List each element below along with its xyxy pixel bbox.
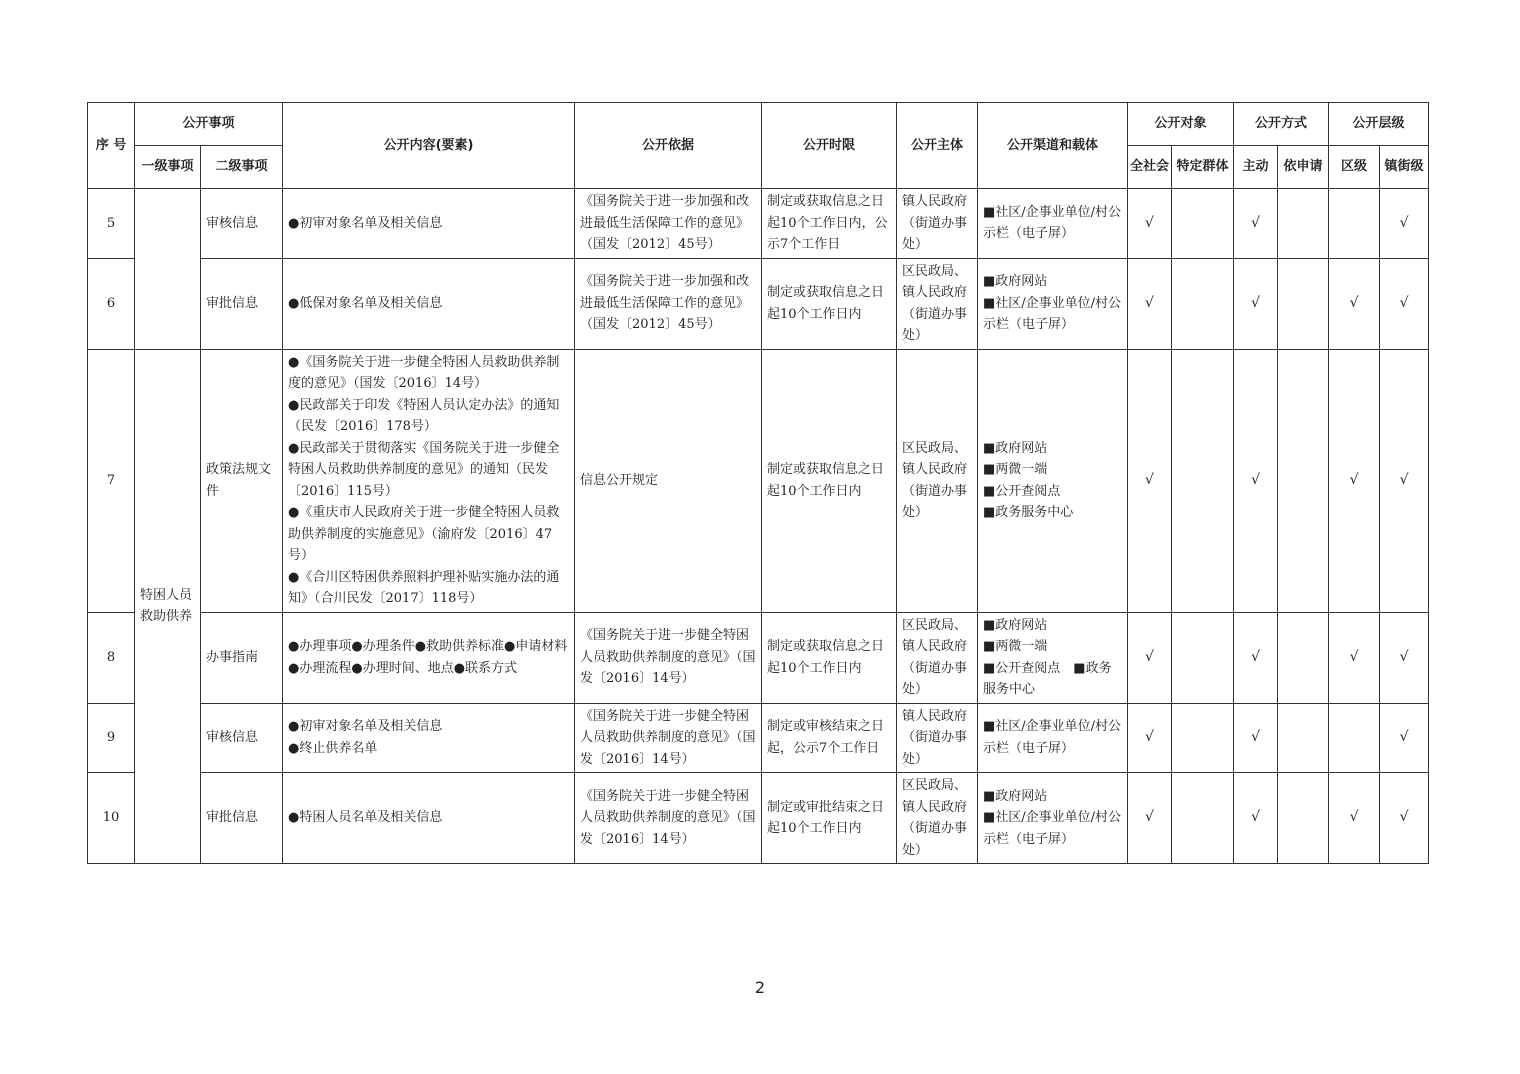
row-seq: 6: [88, 258, 135, 349]
row-basis: 《国务院关于进一步健全特困人员救助供养制度的意见》（国发〔2016〕14号）: [575, 703, 762, 773]
row-aud-specific: [1172, 189, 1234, 259]
row-subject: 区民政局、镇人民政府（街道办事处）: [897, 612, 978, 703]
header-matters: 公开事项: [135, 103, 283, 146]
row-lv-district: √: [1329, 773, 1380, 864]
content-line: ●初审对象名单及相关信息: [288, 215, 443, 231]
row-basis: 《国务院关于进一步加强和改进最低生活保障工作的意见》（国发〔2012〕45号）: [575, 189, 762, 259]
row-subject: 镇人民政府（街道办事处）: [897, 703, 978, 773]
channel-line: ■政府网站: [983, 274, 1048, 290]
row-time-limit: 制定或获取信息之日起10个工作日内: [762, 349, 897, 612]
content-line: ●终止供养名单: [288, 740, 378, 756]
row-channel: [978, 703, 1128, 773]
row-aud-specific: [1172, 773, 1234, 864]
row-m-request: [1278, 703, 1329, 773]
row-lv-district: √: [1329, 612, 1380, 703]
row-m-active: √: [1234, 703, 1278, 773]
channel-line: ■社区/企事业单位/村公示栏（电子屏）: [983, 204, 1122, 242]
channel-line: ■政府网站: [983, 617, 1048, 633]
row-level2: 办事指南: [201, 612, 283, 703]
row-seq: 9: [88, 703, 135, 773]
channel-line: ■政务服务中心: [983, 505, 1074, 520]
channel-line: ■两微一端: [983, 462, 1048, 477]
row-subject: 区民政局、镇人民政府（街道办事处）: [897, 773, 978, 864]
row-m-request: [1278, 258, 1329, 349]
row-level2: 政策法规文件: [201, 349, 283, 612]
row-channel: [978, 612, 1128, 703]
header-content: 公开内容(要素): [283, 103, 575, 189]
table-row: [88, 703, 1429, 773]
header-method: 公开方式: [1234, 103, 1329, 146]
row-m-active: √: [1234, 773, 1278, 864]
header-channel: 公开渠道和载体: [978, 103, 1128, 189]
channel-line: ■社区/企事业单位/村公示栏（电子屏）: [983, 810, 1122, 847]
row-basis: 《国务院关于进一步加强和改进最低生活保障工作的意见》（国发〔2012〕45号）: [575, 258, 762, 349]
row-lv-district: √: [1329, 258, 1380, 349]
table-row: [88, 258, 1429, 349]
content-line: ●民政部关于印发《特困人员认定办法》的通知（民发〔2016〕178号）: [288, 397, 560, 434]
content-line: ●《重庆市人民政府关于进一步健全特困人员救助供养制度的实施意见》（渝府发〔2016〕47号）: [288, 505, 560, 563]
channel-line: ■社区/企事业单位/村公示栏（电子屏）: [983, 295, 1122, 333]
header-m-request: 依申请: [1278, 146, 1329, 189]
row-m-request: [1278, 612, 1329, 703]
header-lv-town: 镇街级: [1380, 146, 1429, 189]
header-lv-district: 区级: [1329, 146, 1380, 189]
row-lv-district: [1329, 189, 1380, 259]
row-m-active: √: [1234, 189, 1278, 259]
row-m-request: [1278, 189, 1329, 259]
row-lv-town: √: [1380, 258, 1429, 349]
header-aud-specific: 特定群体: [1172, 146, 1234, 189]
content-line: ●初审对象名单及相关信息: [288, 719, 443, 735]
content-line: ●《国务院关于进一步健全特困人员救助供养制度的意见》（国发〔2016〕14号）: [288, 354, 560, 391]
level1-cell-empty: [135, 189, 201, 350]
channel-line: ■社区/企事业单位/村公示栏（电子屏）: [983, 719, 1122, 756]
row-seq: 10: [88, 773, 135, 864]
row-content: [283, 189, 575, 259]
row-aud-specific: [1172, 612, 1234, 703]
channel-line: ■公开查阅点 ■政务服务中心: [983, 660, 1112, 697]
channel-line: ■政府网站: [983, 788, 1048, 804]
table-row: [88, 189, 1429, 259]
content-line: ●低保对象名单及相关信息: [288, 295, 443, 311]
row-seq: 8: [88, 612, 135, 703]
row-m-active: √: [1234, 612, 1278, 703]
header-m-active: 主动: [1234, 146, 1278, 189]
row-channel: [978, 349, 1128, 612]
row-aud-all: √: [1128, 349, 1172, 612]
row-basis: 《国务院关于进一步健全特困人员救助供养制度的意见》（国发〔2016〕14号）: [575, 773, 762, 864]
row-subject: 镇人民政府（街道办事处）: [897, 189, 978, 259]
row-content: [283, 703, 575, 773]
row-time-limit: 制定或获取信息之日起10个工作日内，公示7个工作日: [762, 189, 897, 259]
row-content: [283, 612, 575, 703]
row-level2: 审批信息: [201, 258, 283, 349]
row-channel: [978, 258, 1128, 349]
header-subject: 公开主体: [897, 103, 978, 189]
page-number: 2: [754, 978, 766, 997]
row-level2: 审批信息: [201, 773, 283, 864]
row-m-request: [1278, 773, 1329, 864]
row-aud-all: √: [1128, 189, 1172, 259]
row-basis: 信息公开规定: [575, 349, 762, 612]
row-lv-district: [1329, 703, 1380, 773]
header-audience: 公开对象: [1128, 103, 1234, 146]
row-m-request: [1278, 349, 1329, 612]
row-lv-town: √: [1380, 189, 1429, 259]
table-row: [88, 773, 1429, 864]
row-m-active: √: [1234, 349, 1278, 612]
disclosure-table: [87, 102, 1429, 864]
row-aud-specific: [1172, 349, 1234, 612]
header-aud-all: 全社会: [1128, 146, 1172, 189]
content-line: ●《合川区特困供养照料护理补贴实施办法的通知》（合川民发〔2017〕118号）: [288, 569, 560, 606]
row-content: [283, 349, 575, 612]
row-time-limit: 制定或获取信息之日起10个工作日内: [762, 258, 897, 349]
row-level2: 审核信息: [201, 703, 283, 773]
row-aud-all: √: [1128, 258, 1172, 349]
row-subject: 区民政局、镇人民政府（街道办事处）: [897, 258, 978, 349]
row-lv-town: √: [1380, 773, 1429, 864]
level1-tekun: 特困人员救助供养: [135, 349, 201, 864]
row-aud-all: √: [1128, 773, 1172, 864]
table-row: [88, 612, 1429, 703]
channel-line: ■公开查阅点: [983, 483, 1061, 499]
row-level2: 审核信息: [201, 189, 283, 259]
row-aud-specific: [1172, 703, 1234, 773]
header-level1: 一级事项: [135, 146, 201, 189]
row-time-limit: 制定或审核结束之日起，公示7个工作日: [762, 703, 897, 773]
content-line: ●民政部关于贯彻落实《国务院关于进一步健全特困人员救助供养制度的意见》的通知（民发〔2016〕115号）: [288, 440, 560, 499]
row-aud-all: √: [1128, 703, 1172, 773]
row-m-active: √: [1234, 258, 1278, 349]
row-time-limit: 制定或审批结束之日起10个工作日内: [762, 773, 897, 864]
row-aud-all: √: [1128, 612, 1172, 703]
header-seq: 序 号: [88, 103, 135, 189]
row-lv-town: √: [1380, 612, 1429, 703]
header-time-limit: 公开时限: [762, 103, 897, 189]
header-level: 公开层级: [1329, 103, 1429, 146]
channel-line: ■政府网站: [983, 440, 1048, 456]
row-channel: [978, 773, 1128, 864]
row-channel: [978, 189, 1128, 259]
row-content: [283, 258, 575, 349]
row-seq: 7: [88, 349, 135, 612]
content-line: ●特困人员名单及相关信息: [288, 810, 443, 826]
row-lv-district: √: [1329, 349, 1380, 612]
row-lv-town: √: [1380, 703, 1429, 773]
header-basis: 公开依据: [575, 103, 762, 189]
header-level2: 二级事项: [201, 146, 283, 189]
table-row: [88, 349, 1429, 612]
row-seq: 5: [88, 189, 135, 259]
row-basis: 《国务院关于进一步健全特困人员救助供养制度的意见》（国发〔2016〕14号）: [575, 612, 762, 703]
channel-line: ■两微一端: [983, 639, 1048, 654]
row-time-limit: 制定或获取信息之日起10个工作日内: [762, 612, 897, 703]
row-lv-town: √: [1380, 349, 1429, 612]
row-subject: 区民政局、镇人民政府（街道办事处）: [897, 349, 978, 612]
row-aud-specific: [1172, 258, 1234, 349]
content-line: ●办理事项●办理条件●救助供养标准●申请材料●办理流程●办理时间、地点●联系方式: [288, 639, 568, 676]
row-content: [283, 773, 575, 864]
